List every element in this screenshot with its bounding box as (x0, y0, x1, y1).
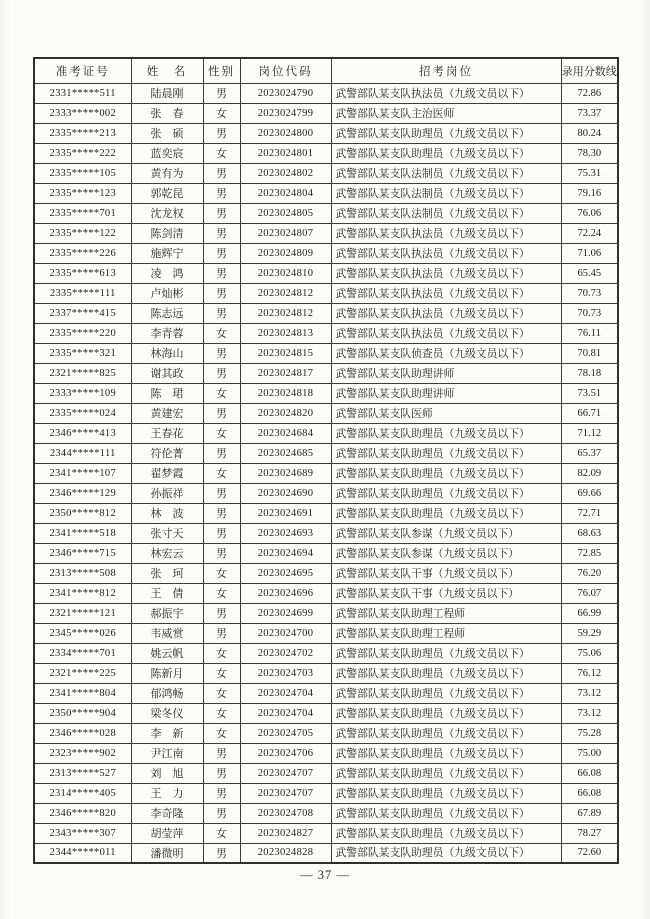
cell-id: 2333*****109 (34, 383, 131, 403)
cell-code: 2023024810 (240, 263, 331, 283)
table-row (34, 703, 618, 723)
cell-name: 沈龙权 (131, 203, 203, 223)
cell-id: 2335*****111 (34, 283, 131, 303)
cell-position: 武警部队某支队助理员（九级文员以下） (331, 463, 561, 483)
cell-name: 王 倩 (131, 583, 203, 603)
cell-position: 武警部队某支队执法员（九级文员以下） (331, 323, 561, 343)
cell-id: 2346*****413 (34, 423, 131, 443)
cell-score: 76.07 (561, 583, 618, 603)
cell-position: 武警部队某支队助理员（九级文员以下） (331, 763, 561, 783)
cell-position: 武警部队某支队助理员（九级文员以下） (331, 143, 561, 163)
cell-name: 陈 珺 (131, 383, 203, 403)
cell-name: 谢其政 (131, 363, 203, 383)
table-row (34, 603, 618, 623)
cell-code: 2023024694 (240, 543, 331, 563)
cell-id: 2335*****105 (34, 163, 131, 183)
cell-score: 66.71 (561, 403, 618, 423)
cell-gender: 男 (203, 203, 240, 223)
cell-position: 武警部队某支队法制员（九级文员以下） (331, 163, 561, 183)
table-row (34, 483, 618, 503)
cell-id: 2350*****904 (34, 703, 131, 723)
cell-score: 75.06 (561, 643, 618, 663)
cell-name: 陈剑清 (131, 223, 203, 243)
cell-id: 2335*****613 (34, 263, 131, 283)
cell-position: 武警部队某支队医师 (331, 403, 561, 423)
cell-id: 2333*****002 (34, 103, 131, 123)
table-row (34, 223, 618, 243)
cell-code: 2023024801 (240, 143, 331, 163)
cell-code: 2023024704 (240, 683, 331, 703)
table-row (34, 423, 618, 443)
cell-id: 2346*****129 (34, 483, 131, 503)
column-header-score: 录用分数线 (561, 58, 618, 83)
table-row (34, 443, 618, 463)
cell-code: 2023024820 (240, 403, 331, 423)
cell-position: 武警部队某支队助理员（九级文员以下） (331, 503, 561, 523)
cell-name: 李 新 (131, 723, 203, 743)
cell-gender: 男 (203, 303, 240, 323)
cell-name: 林海山 (131, 343, 203, 363)
cell-score: 76.06 (561, 203, 618, 223)
cell-id: 2321*****225 (34, 663, 131, 683)
cell-code: 2023024799 (240, 103, 331, 123)
cell-code: 2023024699 (240, 603, 331, 623)
cell-code: 2023024707 (240, 783, 331, 803)
cell-code: 2023024827 (240, 823, 331, 843)
column-header-name: 姓 名 (131, 58, 203, 83)
cell-id: 2335*****213 (34, 123, 131, 143)
table-row (34, 383, 618, 403)
cell-gender: 男 (203, 843, 240, 863)
cell-name: 林宏云 (131, 543, 203, 563)
cell-score: 70.81 (561, 343, 618, 363)
cell-gender: 女 (203, 563, 240, 583)
cell-score: 82.09 (561, 463, 618, 483)
cell-gender: 男 (203, 743, 240, 763)
cell-code: 2023024693 (240, 523, 331, 543)
cell-id: 2313*****527 (34, 763, 131, 783)
column-header-id: 准考证号 (34, 58, 131, 83)
cell-code: 2023024800 (240, 123, 331, 143)
cell-name: 张 珂 (131, 563, 203, 583)
table-row (34, 143, 618, 163)
cell-name: 韦威赏 (131, 623, 203, 643)
table-row (34, 663, 618, 683)
cell-name: 卢灿彬 (131, 283, 203, 303)
table-body (34, 83, 618, 863)
cell-name: 张 春 (131, 103, 203, 123)
cell-score: 72.86 (561, 83, 618, 103)
cell-position: 武警部队某支队助理员（九级文员以下） (331, 443, 561, 463)
cell-gender: 女 (203, 823, 240, 843)
cell-code: 2023024690 (240, 483, 331, 503)
cell-score: 73.51 (561, 383, 618, 403)
table-row (34, 843, 618, 863)
cell-score: 73.37 (561, 103, 618, 123)
cell-position: 武警部队某支队助理讲师 (331, 363, 561, 383)
cell-gender: 女 (203, 683, 240, 703)
cell-id: 2341*****107 (34, 463, 131, 483)
cell-id: 2345*****026 (34, 623, 131, 643)
cell-gender: 女 (203, 643, 240, 663)
cell-name: 尹江南 (131, 743, 203, 763)
cell-gender: 男 (203, 503, 240, 523)
cell-position: 武警部队某支队助理讲师 (331, 383, 561, 403)
cell-score: 72.71 (561, 503, 618, 523)
cell-score: 80.24 (561, 123, 618, 143)
cell-id: 2334*****701 (34, 643, 131, 663)
cell-code: 2023024702 (240, 643, 331, 663)
table-row (34, 83, 618, 103)
cell-score: 72.24 (561, 223, 618, 243)
cell-code: 2023024696 (240, 583, 331, 603)
cell-gender: 男 (203, 83, 240, 103)
cell-code: 2023024815 (240, 343, 331, 363)
column-header-position: 招考岗位 (331, 58, 561, 83)
cell-position: 武警部队某支队助理员（九级文员以下） (331, 643, 561, 663)
cell-id: 2344*****011 (34, 843, 131, 863)
cell-gender: 男 (203, 283, 240, 303)
cell-id: 2335*****226 (34, 243, 131, 263)
admission-score-table (33, 57, 619, 864)
cell-code: 2023024817 (240, 363, 331, 383)
cell-name: 张寸天 (131, 523, 203, 543)
cell-gender: 男 (203, 623, 240, 643)
cell-gender: 男 (203, 763, 240, 783)
table-row (34, 803, 618, 823)
cell-gender: 女 (203, 143, 240, 163)
cell-gender: 女 (203, 663, 240, 683)
cell-id: 2321*****825 (34, 363, 131, 383)
cell-position: 武警部队某支队助理员（九级文员以下） (331, 663, 561, 683)
table-row (34, 103, 618, 123)
cell-name: 郁鸿畅 (131, 683, 203, 703)
cell-code: 2023024828 (240, 843, 331, 863)
cell-name: 黄有为 (131, 163, 203, 183)
cell-name: 施辉宁 (131, 243, 203, 263)
table-row (34, 543, 618, 563)
table-header (34, 58, 618, 83)
cell-position: 武警部队某支队执法员（九级文员以下） (331, 243, 561, 263)
cell-score: 65.45 (561, 263, 618, 283)
column-header-gender: 性别 (203, 58, 240, 83)
table-row (34, 303, 618, 323)
cell-name: 符伦菁 (131, 443, 203, 463)
cell-score: 73.12 (561, 703, 618, 723)
table-row (34, 583, 618, 603)
cell-gender: 男 (203, 163, 240, 183)
cell-gender: 男 (203, 783, 240, 803)
cell-gender: 女 (203, 703, 240, 723)
cell-gender: 女 (203, 103, 240, 123)
table-row (34, 683, 618, 703)
table-row (34, 203, 618, 223)
cell-name: 胡莹萍 (131, 823, 203, 843)
cell-score: 66.99 (561, 603, 618, 623)
cell-name: 李青蓉 (131, 323, 203, 343)
cell-gender: 女 (203, 423, 240, 443)
cell-gender: 男 (203, 223, 240, 243)
cell-score: 70.73 (561, 283, 618, 303)
cell-id: 2341*****804 (34, 683, 131, 703)
cell-code: 2023024790 (240, 83, 331, 103)
table-row (34, 523, 618, 543)
table-row (34, 123, 618, 143)
table-row (34, 623, 618, 643)
cell-score: 75.28 (561, 723, 618, 743)
cell-gender: 男 (203, 443, 240, 463)
cell-position: 武警部队某支队执法员（九级文员以下） (331, 303, 561, 323)
cell-code: 2023024700 (240, 623, 331, 643)
cell-code: 2023024812 (240, 283, 331, 303)
cell-name: 陆晨刚 (131, 83, 203, 103)
cell-code: 2023024812 (240, 303, 331, 323)
cell-gender: 男 (203, 483, 240, 503)
column-header-code: 岗位代码 (240, 58, 331, 83)
cell-gender: 男 (203, 123, 240, 143)
cell-position: 武警部队某支队参谋（九级文员以下） (331, 543, 561, 563)
table-row (34, 503, 618, 523)
table-row (34, 343, 618, 363)
page-number: — 37 — (300, 868, 350, 882)
cell-id: 2314*****405 (34, 783, 131, 803)
cell-id: 2346*****028 (34, 723, 131, 743)
table-row (34, 243, 618, 263)
cell-gender: 男 (203, 263, 240, 283)
cell-name: 姚云帆 (131, 643, 203, 663)
cell-id: 2335*****024 (34, 403, 131, 423)
cell-gender: 男 (203, 363, 240, 383)
cell-id: 2346*****820 (34, 803, 131, 823)
cell-position: 武警部队某支队参谋（九级文员以下） (331, 523, 561, 543)
cell-code: 2023024818 (240, 383, 331, 403)
cell-score: 67.89 (561, 803, 618, 823)
cell-gender: 男 (203, 523, 240, 543)
cell-id: 2346*****715 (34, 543, 131, 563)
cell-name: 林 波 (131, 503, 203, 523)
cell-score: 69.66 (561, 483, 618, 503)
cell-id: 2343*****307 (34, 823, 131, 843)
cell-name: 黄建宏 (131, 403, 203, 423)
cell-code: 2023024804 (240, 183, 331, 203)
cell-score: 59.29 (561, 623, 618, 643)
cell-code: 2023024802 (240, 163, 331, 183)
cell-name: 王 力 (131, 783, 203, 803)
cell-gender: 女 (203, 463, 240, 483)
cell-position: 武警部队某支队干事（九级文员以下） (331, 563, 561, 583)
cell-position: 武警部队某支队助理员（九级文员以下） (331, 683, 561, 703)
cell-position: 武警部队某支队主治医师 (331, 103, 561, 123)
cell-gender: 男 (203, 403, 240, 423)
cell-code: 2023024695 (240, 563, 331, 583)
cell-score: 78.27 (561, 823, 618, 843)
table-row (34, 183, 618, 203)
cell-id: 2321*****121 (34, 603, 131, 623)
cell-name: 孙振祥 (131, 483, 203, 503)
cell-score: 71.06 (561, 243, 618, 263)
cell-gender: 男 (203, 803, 240, 823)
cell-name: 郝振宇 (131, 603, 203, 623)
cell-position: 武警部队某支队助理员（九级文员以下） (331, 823, 561, 843)
cell-score: 73.12 (561, 683, 618, 703)
cell-id: 2335*****321 (34, 343, 131, 363)
cell-name: 翟梦霞 (131, 463, 203, 483)
cell-position: 武警部队某支队侦查员（九级文员以下） (331, 343, 561, 363)
cell-score: 70.73 (561, 303, 618, 323)
cell-code: 2023024705 (240, 723, 331, 743)
cell-score: 79.16 (561, 183, 618, 203)
header-row (34, 58, 618, 83)
cell-name: 陈新月 (131, 663, 203, 683)
cell-name: 蓝奕宸 (131, 143, 203, 163)
table-row (34, 783, 618, 803)
cell-position: 武警部队某支队法制员（九级文员以下） (331, 203, 561, 223)
cell-name: 郭乾昆 (131, 183, 203, 203)
cell-code: 2023024706 (240, 743, 331, 763)
cell-score: 65.37 (561, 443, 618, 463)
cell-id: 2335*****701 (34, 203, 131, 223)
cell-id: 2335*****222 (34, 143, 131, 163)
cell-score: 76.20 (561, 563, 618, 583)
cell-gender: 男 (203, 243, 240, 263)
table-row (34, 263, 618, 283)
cell-score: 75.31 (561, 163, 618, 183)
cell-position: 武警部队某支队助理员（九级文员以下） (331, 843, 561, 863)
cell-gender: 女 (203, 583, 240, 603)
cell-position: 武警部队某支队助理员（九级文员以下） (331, 803, 561, 823)
cell-position: 武警部队某支队助理员（九级文员以下） (331, 483, 561, 503)
cell-gender: 女 (203, 383, 240, 403)
cell-name: 潘微明 (131, 843, 203, 863)
cell-id: 2341*****812 (34, 583, 131, 603)
table-row (34, 363, 618, 383)
cell-code: 2023024813 (240, 323, 331, 343)
cell-id: 2313*****508 (34, 563, 131, 583)
cell-position: 武警部队某支队执法员（九级文员以下） (331, 283, 561, 303)
cell-id: 2335*****122 (34, 223, 131, 243)
cell-code: 2023024708 (240, 803, 331, 823)
cell-id: 2335*****220 (34, 323, 131, 343)
cell-position: 武警部队某支队助理员（九级文员以下） (331, 743, 561, 763)
cell-position: 武警部队某支队助理工程师 (331, 623, 561, 643)
cell-id: 2350*****812 (34, 503, 131, 523)
cell-id: 2323*****902 (34, 743, 131, 763)
cell-gender: 男 (203, 543, 240, 563)
cell-code: 2023024684 (240, 423, 331, 443)
table-row (34, 823, 618, 843)
cell-score: 78.18 (561, 363, 618, 383)
cell-gender: 女 (203, 323, 240, 343)
cell-id: 2337*****415 (34, 303, 131, 323)
cell-score: 71.12 (561, 423, 618, 443)
table-row (34, 323, 618, 343)
table-row (34, 763, 618, 783)
cell-name: 李奇隆 (131, 803, 203, 823)
cell-id: 2331*****511 (34, 83, 131, 103)
cell-position: 武警部队某支队助理员（九级文员以下） (331, 123, 561, 143)
cell-code: 2023024807 (240, 223, 331, 243)
cell-score: 75.00 (561, 743, 618, 763)
table-row (34, 743, 618, 763)
cell-code: 2023024691 (240, 503, 331, 523)
cell-name: 张 硕 (131, 123, 203, 143)
cell-code: 2023024805 (240, 203, 331, 223)
cell-name: 刘 旭 (131, 763, 203, 783)
cell-score: 76.11 (561, 323, 618, 343)
cell-score: 78.30 (561, 143, 618, 163)
table-row (34, 163, 618, 183)
cell-position: 武警部队某支队法制员（九级文员以下） (331, 183, 561, 203)
table-row (34, 563, 618, 583)
cell-gender: 男 (203, 343, 240, 363)
cell-score: 66.08 (561, 763, 618, 783)
cell-gender: 男 (203, 603, 240, 623)
cell-score: 72.60 (561, 843, 618, 863)
cell-position: 武警部队某支队助理员（九级文员以下） (331, 423, 561, 443)
table-row (34, 723, 618, 743)
cell-score: 76.12 (561, 663, 618, 683)
cell-id: 2341*****518 (34, 523, 131, 543)
cell-position: 武警部队某支队执法员（九级文员以下） (331, 223, 561, 243)
cell-id: 2344*****111 (34, 443, 131, 463)
table-row (34, 463, 618, 483)
cell-score: 66.08 (561, 783, 618, 803)
cell-position: 武警部队某支队执法员（九级文员以下） (331, 83, 561, 103)
cell-gender: 男 (203, 183, 240, 203)
cell-position: 武警部队某支队干事（九级文员以下） (331, 583, 561, 603)
table-row (34, 283, 618, 303)
cell-name: 王春花 (131, 423, 203, 443)
cell-code: 2023024689 (240, 463, 331, 483)
cell-code: 2023024707 (240, 763, 331, 783)
cell-position: 武警部队某支队执法员（九级文员以下） (331, 263, 561, 283)
table-row (34, 643, 618, 663)
cell-score: 72.85 (561, 543, 618, 563)
table-row (34, 403, 618, 423)
cell-position: 武警部队某支队助理工程师 (331, 603, 561, 623)
cell-name: 陈志远 (131, 303, 203, 323)
cell-id: 2335*****123 (34, 183, 131, 203)
cell-gender: 女 (203, 723, 240, 743)
cell-position: 武警部队某支队助理员（九级文员以下） (331, 723, 561, 743)
cell-code: 2023024809 (240, 243, 331, 263)
cell-code: 2023024685 (240, 443, 331, 463)
cell-position: 武警部队某支队助理员（九级文员以下） (331, 783, 561, 803)
cell-name: 凌 鸿 (131, 263, 203, 283)
cell-code: 2023024703 (240, 663, 331, 683)
cell-name: 梁冬仪 (131, 703, 203, 723)
cell-position: 武警部队某支队助理员（九级文员以下） (331, 703, 561, 723)
cell-score: 68.63 (561, 523, 618, 543)
cell-code: 2023024704 (240, 703, 331, 723)
